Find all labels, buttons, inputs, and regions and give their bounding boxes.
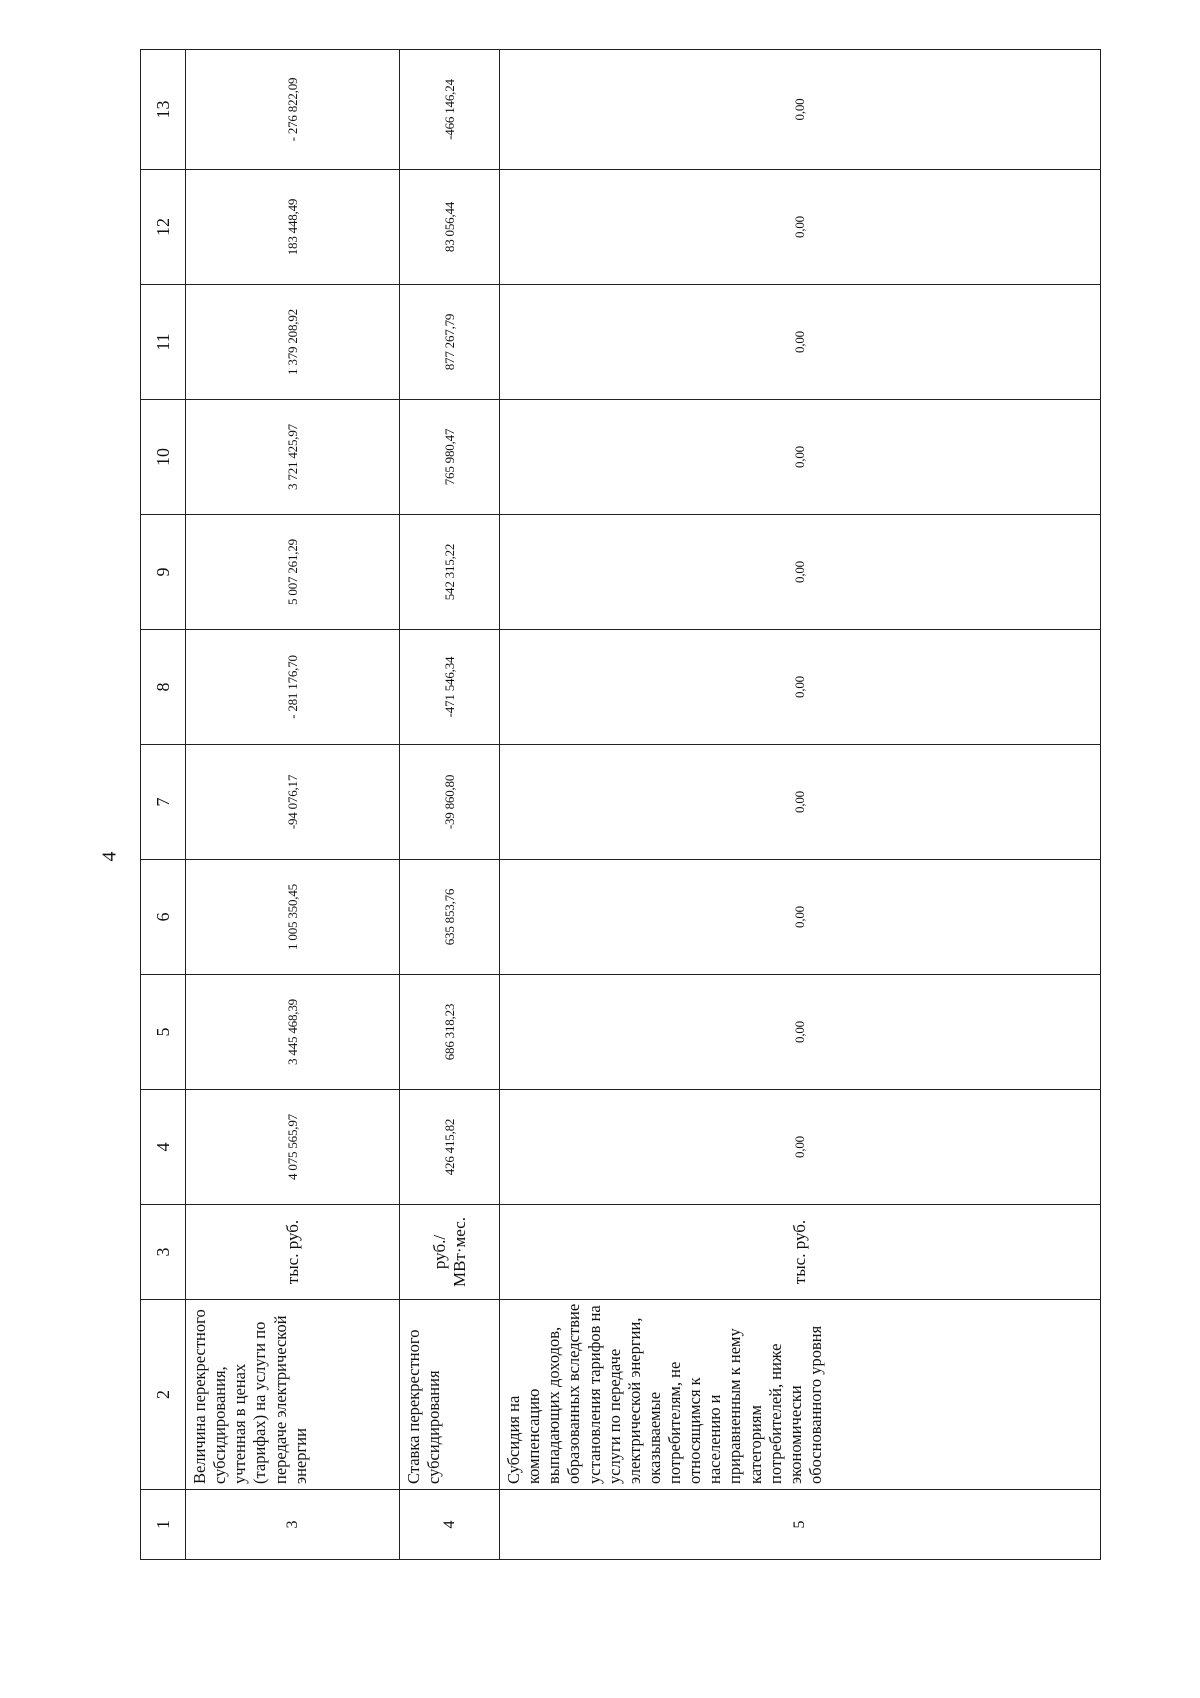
header-cell: 8 (141, 630, 186, 745)
value-cell: 635 853,76 (400, 860, 500, 975)
value-cell: - 281 176,70 (186, 630, 400, 745)
row-number: 4 (400, 1490, 500, 1560)
row-number: 5 (500, 1490, 1101, 1560)
value-cell: 3 445 468,39 (186, 975, 400, 1090)
unit-cell: руб./МВт·мес. (400, 1205, 500, 1300)
value-cell: 0,00 (500, 745, 1101, 860)
page-number: 4 (98, 851, 121, 862)
value-cell: 0,00 (500, 975, 1101, 1090)
value-cell: 1 005 350,45 (186, 860, 400, 975)
value-cell: 0,00 (500, 515, 1101, 630)
indicator-name: Субсидия на компенсацию выпадающих доходов, образованных вследствие установления тарифов на услуги по передаче электрической энергии, оказываемые потребителям, не относящимся к населению и приравненным к нему категориям потребителей, ниже экономически обоснованного уровня (500, 1300, 1101, 1490)
value-cell: 5 007 261,29 (186, 515, 400, 630)
indicator-name: Величина перекрестного субсидирования, учтенная в ценах (тарифах) на услуги по передаче электрической энергии (186, 1300, 400, 1490)
row-number: 3 (186, 1490, 400, 1560)
table-container (140, 50, 1100, 1560)
header-cell: 13 (141, 50, 186, 170)
value-cell: 4 075 565,97 (186, 1090, 400, 1205)
value-cell: 0,00 (500, 860, 1101, 975)
value-cell: - 276 822,09 (186, 50, 400, 170)
value-cell: 0,00 (500, 170, 1101, 285)
header-row (141, 50, 186, 1560)
header-cell: 2 (141, 1300, 186, 1490)
value-cell: 83 056,44 (400, 170, 500, 285)
value-cell: 0,00 (500, 1090, 1101, 1205)
value-cell: 765 980,47 (400, 400, 500, 515)
value-cell: -471 546,34 (400, 630, 500, 745)
value-cell: 877 267,79 (400, 285, 500, 400)
value-cell: 0,00 (500, 630, 1101, 745)
value-cell: 1 379 208,92 (186, 285, 400, 400)
header-cell: 5 (141, 975, 186, 1090)
indicator-name: Ставка перекрестного субсидирования (400, 1300, 500, 1490)
value-cell: 0,00 (500, 400, 1101, 515)
header-cell: 3 (141, 1205, 186, 1300)
table-row (500, 50, 1101, 1560)
header-cell: 9 (141, 515, 186, 630)
header-cell: 11 (141, 285, 186, 400)
header-cell: 7 (141, 745, 186, 860)
value-cell: -466 146,24 (400, 50, 500, 170)
header-cell: 4 (141, 1090, 186, 1205)
table-row (186, 50, 400, 1560)
header-cell: 12 (141, 170, 186, 285)
value-cell: -94 076,17 (186, 745, 400, 860)
value-cell: 183 448,49 (186, 170, 400, 285)
unit-cell: тыс. руб. (500, 1205, 1101, 1300)
table-row (400, 50, 500, 1560)
header-cell: 10 (141, 400, 186, 515)
unit-cell: тыс. руб. (186, 1205, 400, 1300)
value-cell: 0,00 (500, 50, 1101, 170)
subsidy-table (140, 49, 1101, 1560)
header-cell: 6 (141, 860, 186, 975)
value-cell: 686 318,23 (400, 975, 500, 1090)
value-cell: 3 721 425,97 (186, 400, 400, 515)
value-cell: -39 860,80 (400, 745, 500, 860)
value-cell: 542 315,22 (400, 515, 500, 630)
header-cell: 1 (141, 1490, 186, 1560)
value-cell: 0,00 (500, 285, 1101, 400)
value-cell: 426 415,82 (400, 1090, 500, 1205)
